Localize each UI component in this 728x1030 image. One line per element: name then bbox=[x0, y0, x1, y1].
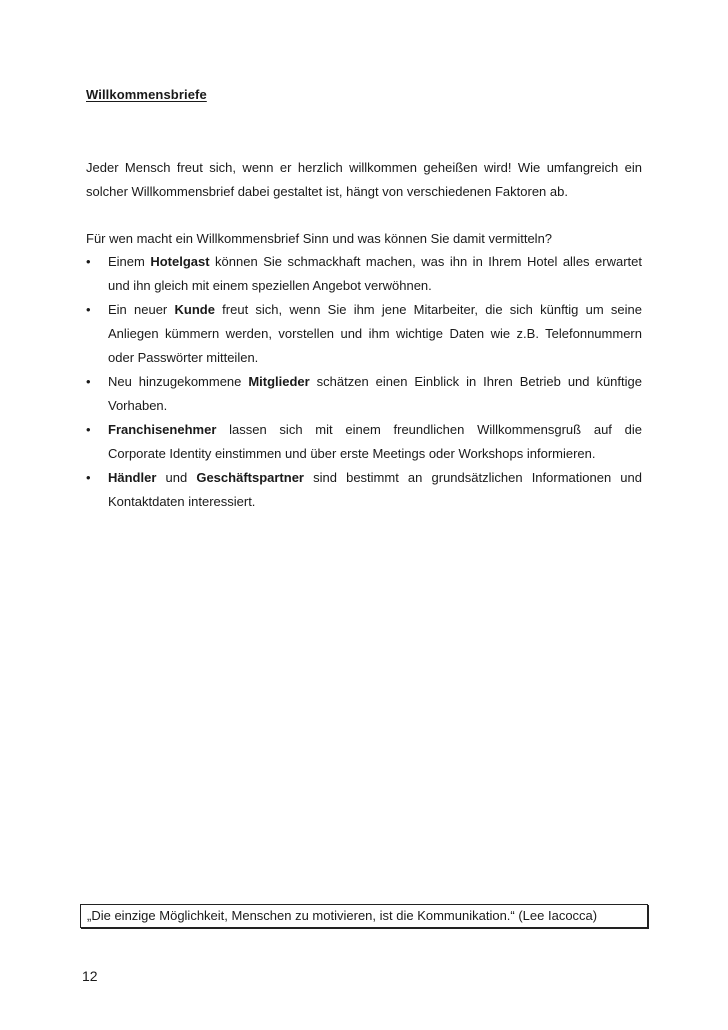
item-keyword: Hotelgast bbox=[150, 254, 210, 269]
list-item bbox=[86, 298, 642, 370]
item-text: sind bestimmt an grundsätzlichen Informationen und bbox=[304, 470, 642, 485]
list-item bbox=[86, 370, 642, 418]
bullet-icon: • bbox=[86, 302, 91, 317]
bullet-icon: • bbox=[86, 470, 91, 485]
bullet-icon: • bbox=[86, 254, 91, 269]
item-text: Ein neuer bbox=[108, 302, 175, 317]
item-text: und ihn gleich mit einem speziellen Angebot verwöhnen. bbox=[108, 278, 432, 293]
intro-line: Jeder Mensch freut sich, wenn er herzlich willkommen geheißen wird! Wie umfangreich ein bbox=[86, 160, 642, 175]
item-keyword: Mitglieder bbox=[248, 374, 310, 389]
bullet-icon: • bbox=[86, 422, 91, 437]
list-item bbox=[86, 250, 642, 298]
page-number: 12 bbox=[82, 968, 98, 984]
question-heading: Für wen macht ein Willkommensbrief Sinn und was können Sie damit vermitteln? bbox=[86, 231, 553, 246]
bullet-list bbox=[86, 250, 642, 514]
item-text: Corporate Identity einstimmen und über erste Meetings oder Workshops informieren. bbox=[108, 446, 596, 461]
item-text: und bbox=[156, 470, 197, 485]
item-text: lassen sich mit einem freundlichen Willkommensgruß auf die bbox=[216, 422, 642, 437]
item-keyword: Franchisenehmer bbox=[108, 422, 217, 437]
list-item bbox=[86, 418, 642, 466]
item-keyword: Kunde bbox=[174, 302, 215, 317]
item-text: oder Passwörter mitteilen. bbox=[108, 350, 259, 365]
intro-line: solcher Willkommensbrief dabei gestaltet ist, hängt von verschiedenen Faktoren ab. bbox=[86, 184, 568, 199]
list-item bbox=[86, 466, 642, 514]
item-text: freut sich, wenn Sie ihm jene Mitarbeiter, die sich künftig um seine bbox=[214, 302, 643, 317]
quote-box: „Die einzige Möglichkeit, Menschen zu motivieren, ist die Kommunikation.“ (Lee Iacocca) bbox=[80, 904, 648, 928]
item-text: Einem bbox=[108, 254, 151, 269]
item-keyword: Händler bbox=[108, 470, 157, 485]
item-text: Neu hinzugekommene bbox=[108, 374, 249, 389]
bullet-icon: • bbox=[86, 374, 91, 389]
item-text: Kontaktdaten interessiert. bbox=[108, 494, 256, 509]
item-text: schätzen einen Einblick in Ihren Betrieb und künftige bbox=[309, 374, 642, 389]
item-text: können Sie schmackhaft machen, was ihn in Ihrem Hotel alles erwartet bbox=[209, 254, 642, 269]
intro-paragraph bbox=[86, 156, 642, 204]
page-title: Willkommensbriefe bbox=[86, 87, 207, 102]
item-keyword: Geschäftspartner bbox=[196, 470, 304, 485]
item-text: Vorhaben. bbox=[108, 398, 168, 413]
item-text: Anliegen kümmern werden, vorstellen und ihm wichtige Daten wie z.B. Telefonnummern bbox=[108, 326, 642, 341]
